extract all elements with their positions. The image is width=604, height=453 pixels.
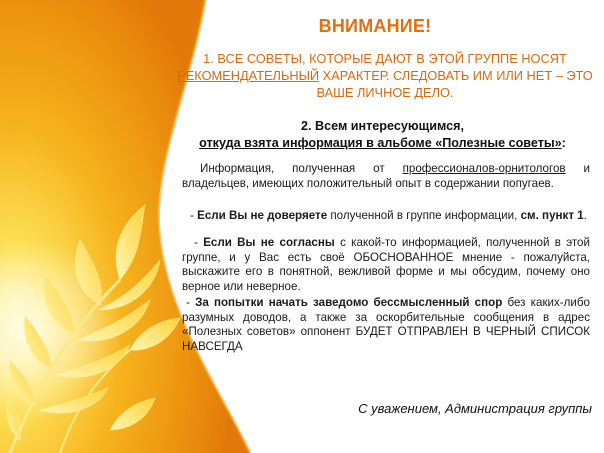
agree-bold: Если Вы не согласны <box>203 236 335 249</box>
dispute-paragraph <box>182 296 590 354</box>
signature: С уважением, Администрация группы <box>358 401 592 416</box>
trust-end: . <box>583 209 587 222</box>
info-part-c: и владельцев, имеющих положительный опыт в содержании попугаев. <box>182 162 590 190</box>
dispute-bold: За попытки начать заведомо бессмысленный спор <box>195 296 503 309</box>
dispute-dash: - <box>186 296 190 309</box>
trust-paragraph <box>190 209 590 224</box>
point-1-part-c: ХАРАКТЕР. СЛЕДОВАТЬ ИМ ИЛИ НЕТ – ЭТО ВАШЕ ЛИЧНОЕ ДЕЛО. <box>316 68 593 100</box>
agree-rest: с какой-то информацией, полученной в этой группе, и у Вас есть своё ОБОСНОВАННОЕ мнение - пожалуйста, выскажите его в понятной, вежливой форме и мы обсудим, почему оно верное или неверное. <box>182 236 590 293</box>
trust-bold: Если Вы не доверяете <box>197 209 328 222</box>
trust-mid: полученной в группе информации, <box>330 209 518 222</box>
point-1-part-a: 1. ВСЕ СОВЕТЫ, КОТОРЫЕ ДАЮТ В ЭТОЙ ГРУППЕ НОСЯТ <box>203 51 567 66</box>
info-part-a: Информация, полученная от <box>200 162 385 175</box>
dispute-rest: без каких-либо разумных доводов, а также за оскорбительные сообщения в адрес «Полезных советов» оппонент БУДЕТ ОТПРАВЛЕН В ЧЕРНЫЙ СПИСОК НАВСЕГДА <box>182 296 590 353</box>
agree-dash: - <box>194 236 198 249</box>
trust-bold-2: см. пункт 1 <box>520 209 584 222</box>
page-title: ВНИМАНИЕ! <box>318 16 432 36</box>
agree-paragraph <box>182 236 590 294</box>
point-1-text <box>165 50 604 101</box>
point-1-underlined: РЕКОМЕНДАТЕЛЬНЫЙ <box>177 68 320 83</box>
trust-dash: - <box>190 209 194 222</box>
info-paragraph <box>182 162 590 191</box>
point-2-line-1: 2. Всем интересующимся, <box>301 119 464 133</box>
point-2-line-2: откуда взята информация в альбоме «Полезные советы» <box>199 136 562 150</box>
info-underlined: профессионалов-орнитологов <box>402 162 566 175</box>
point-2-colon: : <box>561 136 566 150</box>
point-2-heading <box>160 118 604 152</box>
